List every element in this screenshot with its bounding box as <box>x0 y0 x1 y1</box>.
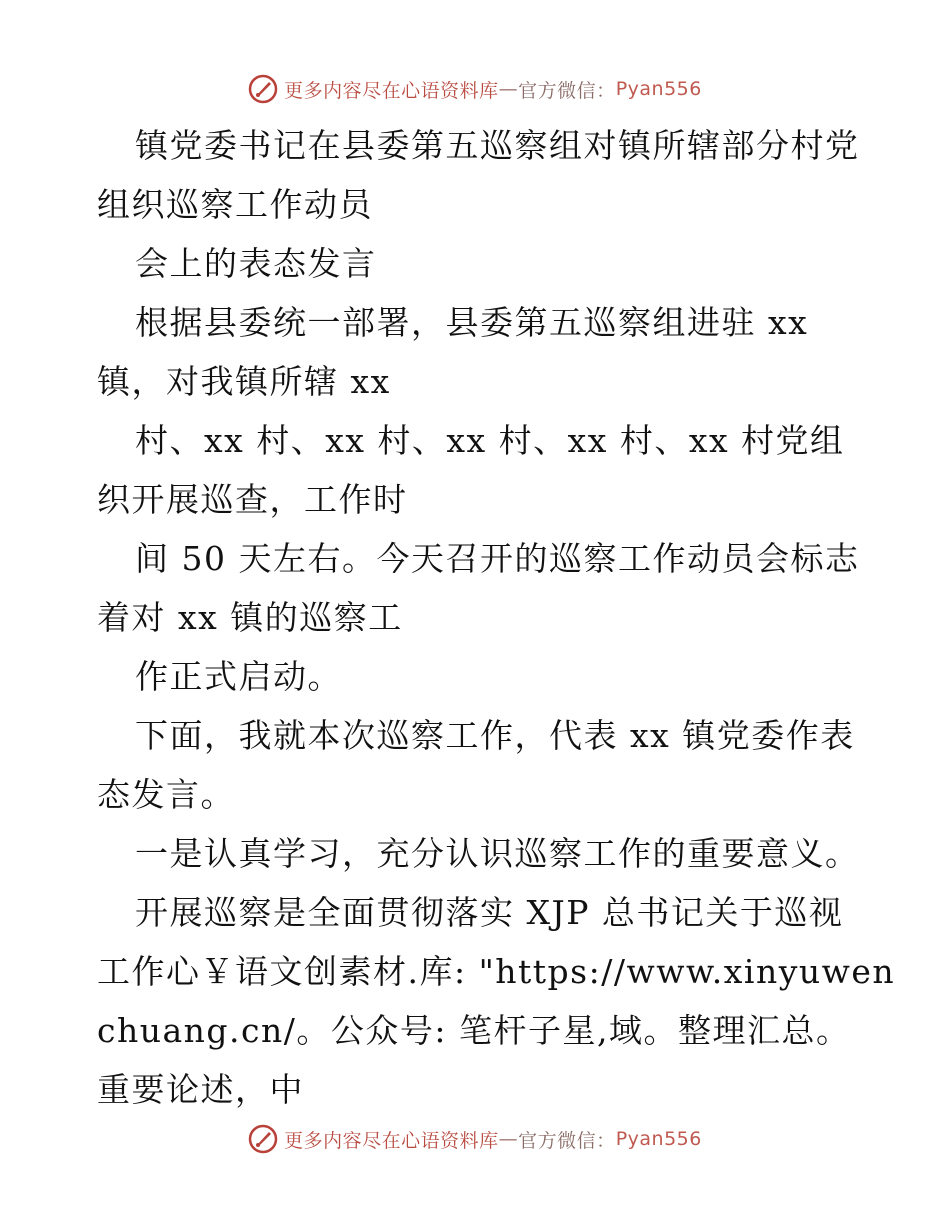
text-line: 一是认真学习，充分认识巡察工作的重要意义。 <box>135 834 860 873</box>
header-banner <box>0 71 950 107</box>
text-line: 作正式启动。 <box>135 657 342 696</box>
quill-logo-icon <box>248 74 278 104</box>
banner-wechat-label: 官方微信： <box>518 79 616 102</box>
text-line: 组织巡察工作动员 <box>97 185 373 224</box>
text-line: 下面，我就本次巡察工作，代表 xx 镇党委作表 <box>135 716 855 755</box>
banner-title: 更多内容尽在心语资料库 <box>284 79 499 102</box>
banner-dash: — <box>498 1128 519 1150</box>
text-line: 根据县委统一部署，县委第五巡察组进驻 xx <box>135 303 809 342</box>
text-line: 着对 xx 镇的巡察工 <box>97 598 403 637</box>
text-line: 镇，对我镇所辖 xx <box>97 362 391 401</box>
text-line: 间 50 天左右。今天召开的巡察工作动员会标志 <box>135 539 860 578</box>
document-body <box>97 116 896 1119</box>
text-line: 重要论述，中 <box>97 1070 304 1109</box>
text-line: 村、xx 村、xx 村、xx 村、xx 村、xx 村党组 <box>135 421 845 460</box>
text-line: 开展巡察是全面贯彻落实 XJP 总书记关于巡视 <box>135 893 844 932</box>
text-line: 会上的表态发言 <box>135 244 377 283</box>
banner-wechat-id: Pyan556 <box>615 78 702 100</box>
text-line: 工作心￥语文创素材.库: "https://www.xinyuwen <box>97 952 896 991</box>
banner-dash: — <box>498 78 519 100</box>
text-line: 态发言。 <box>97 775 235 814</box>
banner-wechat-id: Pyan556 <box>615 1128 702 1150</box>
text-line: 镇党委书记在县委第五巡察组对镇所辖部分村党 <box>135 126 860 165</box>
banner-wechat-label: 官方微信： <box>518 1129 616 1152</box>
text-line: chuang.cn/。公众号: 笔杆子星,域。整理汇总。 <box>97 1011 851 1050</box>
quill-logo-icon <box>248 1124 278 1154</box>
footer-banner <box>0 1121 950 1157</box>
text-line: 织开展巡查，工作时 <box>97 480 408 519</box>
banner-title: 更多内容尽在心语资料库 <box>284 1129 499 1152</box>
